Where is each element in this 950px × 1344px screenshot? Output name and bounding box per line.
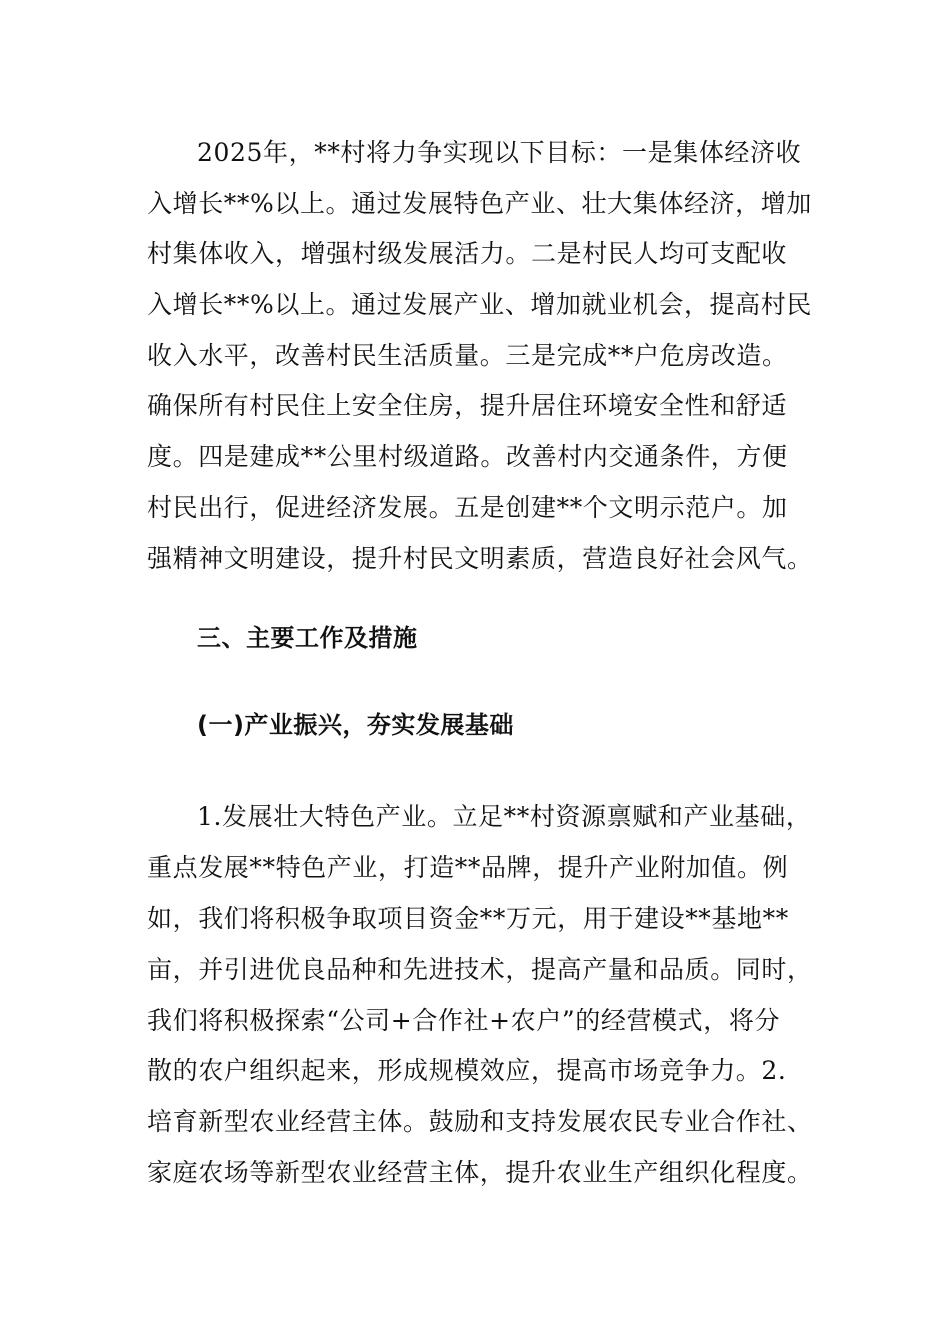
paragraph-line: 亩，并引进优良品种和先进技术，提高产量和品质。同时， bbox=[147, 954, 813, 984]
paragraph-goals bbox=[147, 128, 813, 584]
paragraph-industry bbox=[147, 792, 813, 1199]
subsection-heading: (一)产业振兴，夯实发展基础 bbox=[197, 711, 514, 739]
paragraph-line: 确保所有村民住上安全住房，提升居住环境安全性和舒适 bbox=[147, 391, 788, 421]
paragraph-line: 我们将积极探索“公司+合作社+农户”的经营模式，将分 bbox=[147, 1005, 781, 1035]
paragraph-line: 2025年，**村将力争实现以下目标：一是集体经济收 bbox=[197, 138, 802, 167]
paragraph-line: 收入水平，改善村民生活质量。三是完成**户危房改造。 bbox=[147, 340, 788, 370]
paragraph-line: 家庭农场等新型农业经营主体，提升农业生产组织化程度。 bbox=[147, 1158, 813, 1188]
paragraph-line: 重点发展**特色产业，打造**品牌，提升产业附加值。例 bbox=[147, 852, 789, 882]
paragraph-line: 村集体收入，增强村级发展活力。二是村民人均可支配收 bbox=[147, 239, 788, 269]
paragraph-line: 培育新型农业经营主体。鼓励和支持发展农民专业合作社、 bbox=[147, 1107, 813, 1137]
paragraph-line: 入增长**%以上。通过发展产业、增加就业机会，提高村民 bbox=[147, 290, 812, 320]
paragraph-line: 散的农户组织起来，形成规模效应，提高市场竞争力。2. bbox=[147, 1056, 787, 1086]
paragraph-line: 强精神文明建设，提升村民文明素质，营造良好社会风气。 bbox=[147, 543, 813, 573]
section-heading: 三、主要工作及措施 bbox=[197, 624, 418, 652]
paragraph-line: 1.发展壮大特色产业。立足**村资源禀赋和产业基础， bbox=[197, 802, 812, 831]
paragraph-line: 村民出行，促进经济发展。五是创建**个文明示范户。加 bbox=[147, 492, 788, 522]
paragraph-line: 如，我们将积极争取项目资金**万元，用于建设**基地** bbox=[147, 903, 789, 933]
paragraph-line: 度。四是建成**公里村级道路。改善村内交通条件，方便 bbox=[147, 442, 788, 472]
paragraph-line: 入增长**%以上。通过发展特色产业、壮大集体经济，增加 bbox=[147, 188, 812, 218]
